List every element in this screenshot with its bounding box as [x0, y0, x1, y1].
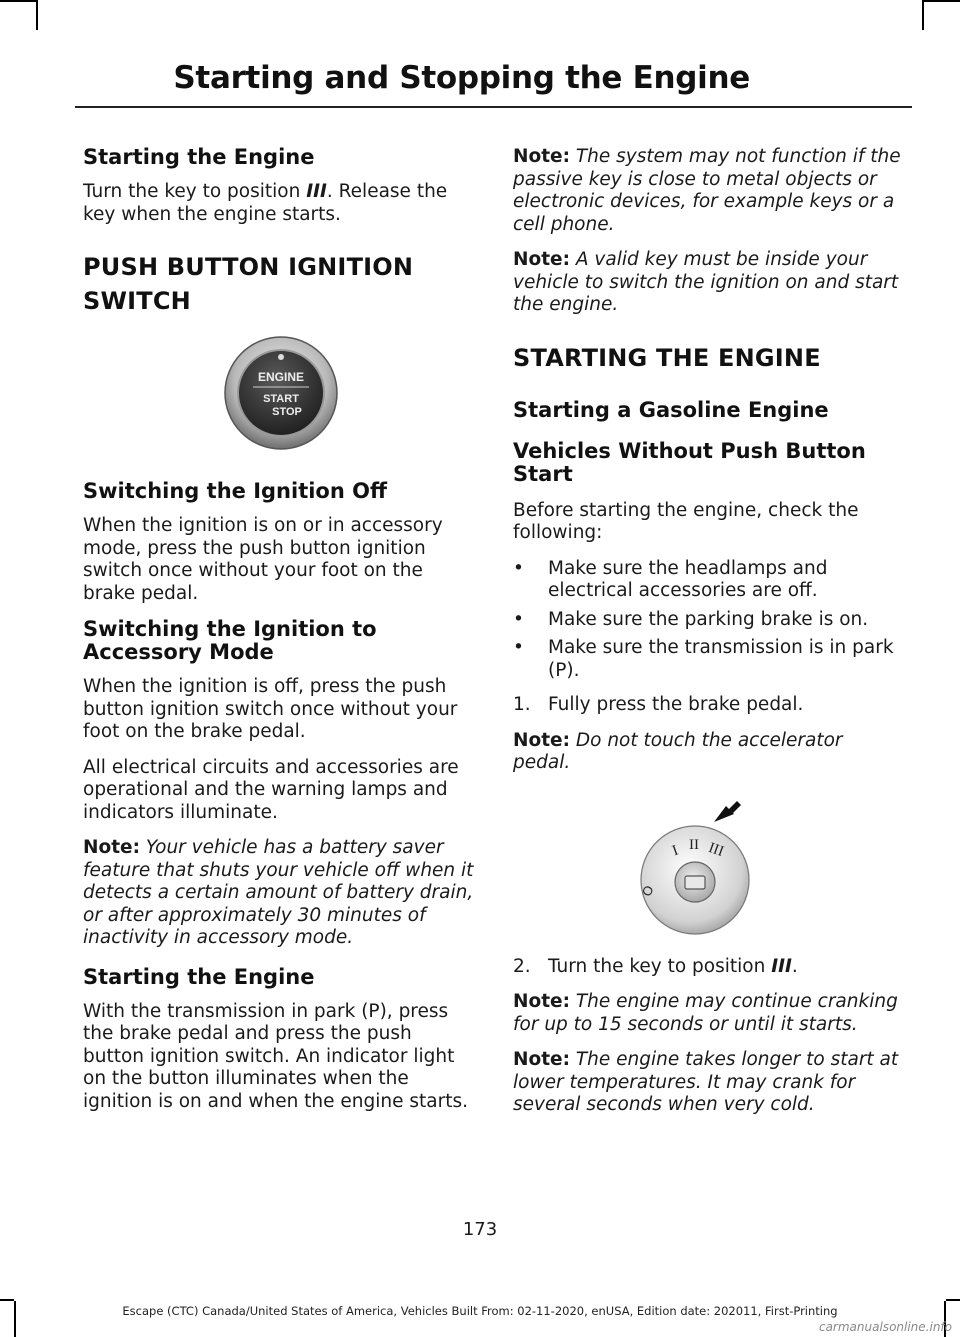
position-label: III	[306, 181, 327, 202]
heading-without-push-button: Vehicles Without Push Button Start	[513, 438, 866, 486]
heading-accessory-mode: Switching the Ignition to Accessory Mode	[83, 617, 377, 664]
paragraph-accessory-1: When the ignition is off, press the push button ignition switch once without your foot on the brake pedal.	[83, 676, 458, 742]
crop-mark	[0, 0, 36, 2]
footer-edition-info: Escape (CTC) Canada/United States of America, Vehicles Built From: 02-11-2020, enUSA, Edition date: 202011, First-Printing	[122, 1304, 838, 1318]
paragraph-accessory-2: All electrical circuits and accessories are operational and the warning lamps and indicators illuminate.	[83, 756, 459, 823]
heading-gasoline-engine: Starting a Gasoline Engine	[513, 397, 829, 422]
note-battery-saver	[83, 837, 475, 950]
list-item	[513, 558, 905, 603]
heading-push-button-ignition-line2: SWITCH	[83, 287, 191, 315]
note-text: The engine may continue cranking for up to 15 seconds or until it starts.	[513, 991, 898, 1035]
list-item-text: Make sure the headlamps and electrical accessories are off.	[548, 557, 828, 601]
list-item	[513, 609, 905, 632]
step-2	[513, 956, 905, 979]
crop-mark	[0, 1299, 14, 1301]
note-label: Note:	[83, 837, 140, 858]
note-label: Note:	[513, 146, 570, 167]
note-valid-key	[513, 249, 905, 317]
note-label: Note:	[513, 1049, 570, 1070]
page-title: Starting and Stopping the Engine	[173, 60, 750, 96]
list-item-text: Make sure the parking brake is on.	[548, 608, 869, 630]
step-1	[513, 694, 905, 717]
note-text: The engine takes longer to start at lower temperatures. It may crank for several seconds when very cold.	[513, 1049, 899, 1115]
crop-mark	[36, 0, 38, 30]
text: . Release the key when the engine starts.	[83, 181, 448, 225]
note-accelerator	[513, 730, 905, 775]
bullet-glyph: •	[513, 637, 524, 658]
position-o-label: O	[638, 882, 657, 899]
engine-start-stop-button-icon	[83, 336, 475, 462]
heading-starting-engine-2: Starting the Engine	[83, 964, 315, 989]
paragraph-turn-key	[83, 181, 475, 226]
heading-line: PUSH BUTTON IGNITION	[83, 253, 414, 281]
paragraph-before-starting: Before starting the engine, check the following:	[513, 499, 859, 543]
note-label: Note:	[513, 729, 570, 751]
page-number: 173	[462, 1219, 498, 1240]
step-number: 2.	[513, 955, 531, 977]
note-text: The system may not function if the passive key is close to metal objects or electronic devices, for example keys or a cell phone.	[513, 146, 901, 235]
key-ignition-switch-icon	[513, 788, 905, 938]
checklist	[513, 558, 905, 683]
note-text: A valid key must be inside your vehicle to switch the ignition on and start the engine.	[513, 249, 899, 315]
header-divider	[75, 106, 912, 108]
position-ii-label: II	[689, 836, 699, 853]
note-cold	[513, 1049, 905, 1117]
stop-label: STOP	[272, 406, 302, 418]
note-label: Note:	[513, 991, 570, 1012]
paragraph-ignition-off: When the ignition is on or in accessory mode, press the push button ignition switch once without your foot on the brake pedal.	[83, 515, 443, 604]
key-ignition-figure	[513, 788, 905, 938]
heading-starting-the-engine: STARTING THE ENGINE	[513, 343, 821, 372]
right-column	[513, 146, 905, 1130]
crop-mark	[922, 0, 924, 30]
note-cranking	[513, 991, 905, 1036]
text: Turn the key to position	[83, 181, 307, 202]
heading-push-button-ignition	[83, 252, 475, 282]
heading-starting-engine: Starting the Engine	[83, 145, 315, 169]
list-item-text: Make sure the transmission is in park (P).	[548, 637, 894, 681]
note-text: Your vehicle has a battery saver feature that shuts your vehicle off when it detects a certain amount of battery drain, or after approximately 30 minutes of inactivity in accessory mode.	[83, 837, 474, 948]
position-iii-label: III	[706, 839, 726, 860]
heading-switching-ignition-off: Switching the Ignition Off	[83, 479, 387, 503]
step-text: .	[791, 955, 798, 977]
step-number: 1.	[513, 694, 531, 715]
ignition-button-figure	[83, 336, 475, 462]
position-label: III	[771, 955, 792, 977]
note-metal-objects	[513, 146, 905, 236]
note-label: Note:	[513, 249, 570, 270]
crop-mark	[924, 0, 960, 2]
paragraph-starting-engine-2: With the transmission in park (P), press the brake pedal and press the push button ignition switch. An indicator light on the button illuminates when the ignition is on and when the engine starts.	[83, 1000, 469, 1112]
start-label: START	[263, 393, 299, 405]
bullet-glyph: •	[513, 557, 524, 579]
step-text: Turn the key to position	[548, 955, 772, 977]
watermark: carmanualsonline.info	[818, 1320, 952, 1334]
position-i-label: I	[670, 842, 681, 859]
step-text: Fully press the brake pedal.	[548, 694, 804, 715]
note-text: Do not touch the accelerator pedal.	[513, 729, 843, 773]
bullet-glyph: •	[513, 608, 524, 630]
left-column	[83, 146, 475, 1126]
list-item	[513, 637, 905, 682]
crop-mark	[946, 1299, 960, 1301]
engine-label: ENGINE	[257, 370, 305, 384]
